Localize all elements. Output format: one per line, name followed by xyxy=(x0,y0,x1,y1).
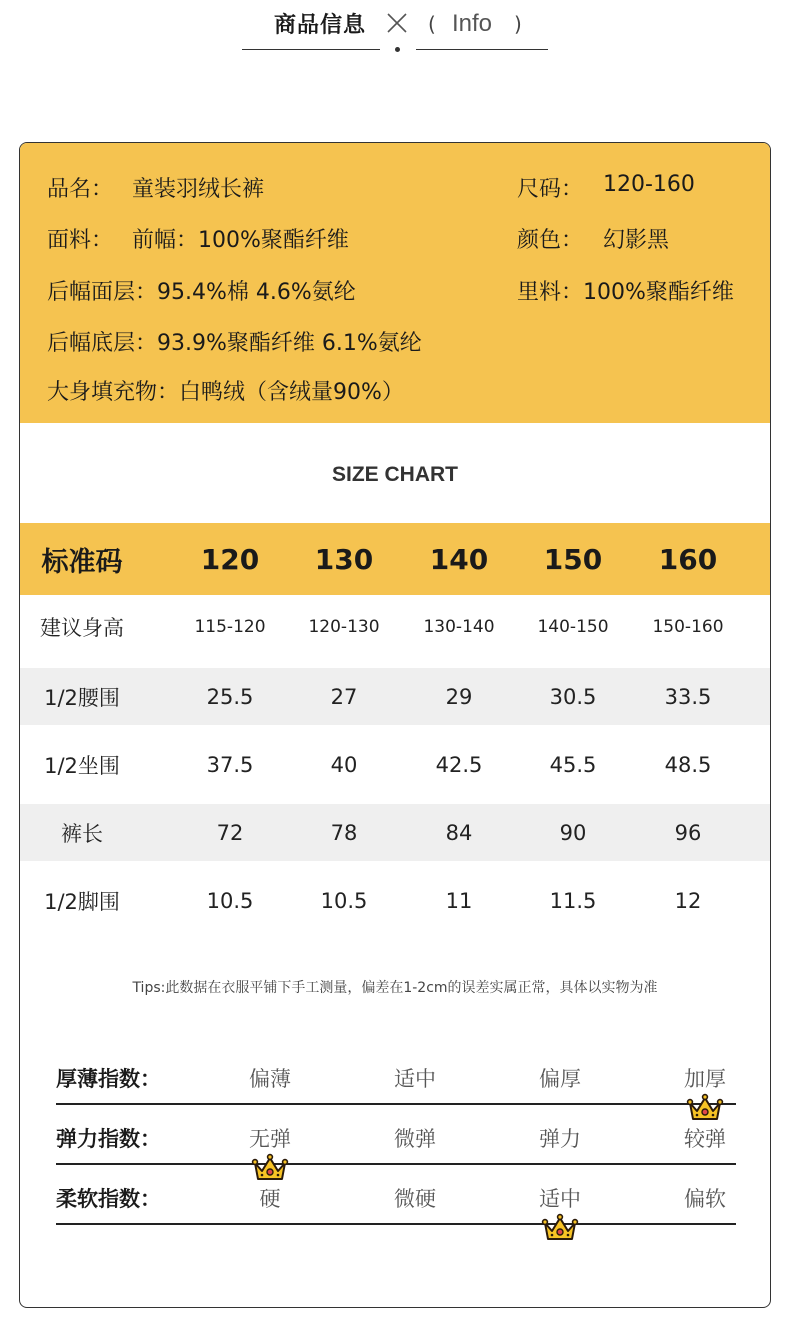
index-scale-line xyxy=(56,1163,736,1165)
table-cell: 12 xyxy=(674,888,702,913)
name-value: 童装羽绒长裤 xyxy=(132,177,265,202)
table-row xyxy=(20,598,770,655)
index-option: 加厚 xyxy=(684,1067,726,1091)
index-option: 微硬 xyxy=(394,1187,436,1211)
size-label: 尺码： xyxy=(517,177,584,202)
index-scale-line xyxy=(56,1223,736,1225)
fabric-label: 面料： xyxy=(47,228,114,253)
index-option: 微弹 xyxy=(394,1127,436,1151)
table-cell: 25.5 xyxy=(206,684,254,709)
index-row xyxy=(56,1123,736,1183)
close-icon xyxy=(384,10,410,36)
table-cell: 84 xyxy=(445,820,473,845)
table-cell: 130-140 xyxy=(423,616,495,637)
table-cell: 27 xyxy=(330,684,358,709)
header-dot xyxy=(395,47,400,52)
table-cell: 96 xyxy=(674,820,702,845)
lining-fabric: 里料：100%聚酯纤维 xyxy=(517,280,734,305)
index-option: 硬 xyxy=(259,1187,281,1211)
header-size-cell: 160 xyxy=(658,542,718,576)
size-chart-title: SIZE CHART xyxy=(332,463,458,486)
color-label: 颜色： xyxy=(517,228,584,253)
table-cell: 40 xyxy=(330,752,358,777)
table-cell: 11.5 xyxy=(549,888,597,913)
row-label-cell: 1/2脚围 xyxy=(44,889,120,914)
row-label-cell: 裤长 xyxy=(61,821,103,846)
product-card xyxy=(19,142,771,1308)
table-cell: 10.5 xyxy=(320,888,368,913)
index-label: 弹力指数： xyxy=(56,1127,161,1151)
index-scale-line xyxy=(56,1103,736,1105)
table-cell: 37.5 xyxy=(206,752,254,777)
index-label: 厚薄指数： xyxy=(56,1067,161,1091)
table-cell: 90 xyxy=(559,820,587,845)
table-cell: 42.5 xyxy=(435,752,483,777)
table-cell: 120-130 xyxy=(308,616,380,637)
table-cell: 78 xyxy=(330,820,358,845)
table-header-row xyxy=(20,523,770,595)
color-value: 幻影黑 xyxy=(603,228,670,253)
table-row xyxy=(20,668,770,725)
index-option: 适中 xyxy=(539,1187,581,1211)
table-cell: 150-160 xyxy=(652,616,724,637)
index-row xyxy=(56,1063,736,1123)
index-label: 柔软指数： xyxy=(56,1187,161,1211)
table-cell: 48.5 xyxy=(664,752,712,777)
index-option: 弹力 xyxy=(539,1127,581,1151)
page-header xyxy=(0,0,790,70)
tips-text: Tips:此数据在衣服平铺下手工测量，偏差在1-2cm的误差实属正常，具体以实物为准 xyxy=(132,980,658,996)
index-option: 无弹 xyxy=(249,1127,291,1151)
table-cell: 29 xyxy=(445,684,473,709)
paren-right: ) xyxy=(514,12,522,36)
name-label: 品名： xyxy=(47,177,114,202)
index-option: 偏厚 xyxy=(539,1067,581,1091)
page-title: 商品信息 xyxy=(274,13,367,38)
header-label-cell: 标准码 xyxy=(41,546,123,578)
table-row xyxy=(20,872,770,929)
index-option: 偏软 xyxy=(684,1187,726,1211)
table-cell: 72 xyxy=(216,820,244,845)
crown-icon xyxy=(686,1093,724,1123)
back-bottom-fabric: 后幅底层：93.9%聚酯纤维 6.1%氨纶 xyxy=(47,331,422,356)
header-divider-left xyxy=(242,49,380,50)
header-divider-right xyxy=(416,49,548,50)
header-size-cell: 140 xyxy=(429,542,489,576)
info-label: Info xyxy=(452,10,493,37)
header-size-cell: 150 xyxy=(543,542,603,576)
table-cell: 140-150 xyxy=(537,616,609,637)
table-cell: 10.5 xyxy=(206,888,254,913)
row-label-cell: 建议身高 xyxy=(40,615,124,640)
table-cell: 30.5 xyxy=(549,684,597,709)
table-cell: 33.5 xyxy=(664,684,712,709)
crown-icon xyxy=(251,1153,289,1183)
table-cell: 11 xyxy=(445,888,473,913)
row-label-cell: 1/2坐围 xyxy=(44,753,120,778)
row-label-cell: 1/2腰围 xyxy=(44,685,120,710)
index-row xyxy=(56,1183,736,1243)
paren-left: ( xyxy=(428,12,436,36)
header-size-cell: 130 xyxy=(314,542,374,576)
product-info-panel xyxy=(20,143,770,423)
index-option: 偏薄 xyxy=(249,1067,291,1091)
filling: 大身填充物：白鸭绒（含绒量90%） xyxy=(47,380,404,405)
fabric-value: 前幅：100%聚酯纤维 xyxy=(132,228,349,253)
table-cell: 115-120 xyxy=(194,616,266,637)
index-option: 适中 xyxy=(394,1067,436,1091)
size-value: 120-160 xyxy=(603,172,695,197)
table-cell: 45.5 xyxy=(549,752,597,777)
back-outer-fabric: 后幅面层：95.4%棉 4.6%氨纶 xyxy=(47,280,356,305)
crown-icon xyxy=(541,1213,579,1243)
table-row xyxy=(20,804,770,861)
index-option: 较弹 xyxy=(684,1127,726,1151)
header-size-cell: 120 xyxy=(200,542,260,576)
table-row xyxy=(20,736,770,793)
